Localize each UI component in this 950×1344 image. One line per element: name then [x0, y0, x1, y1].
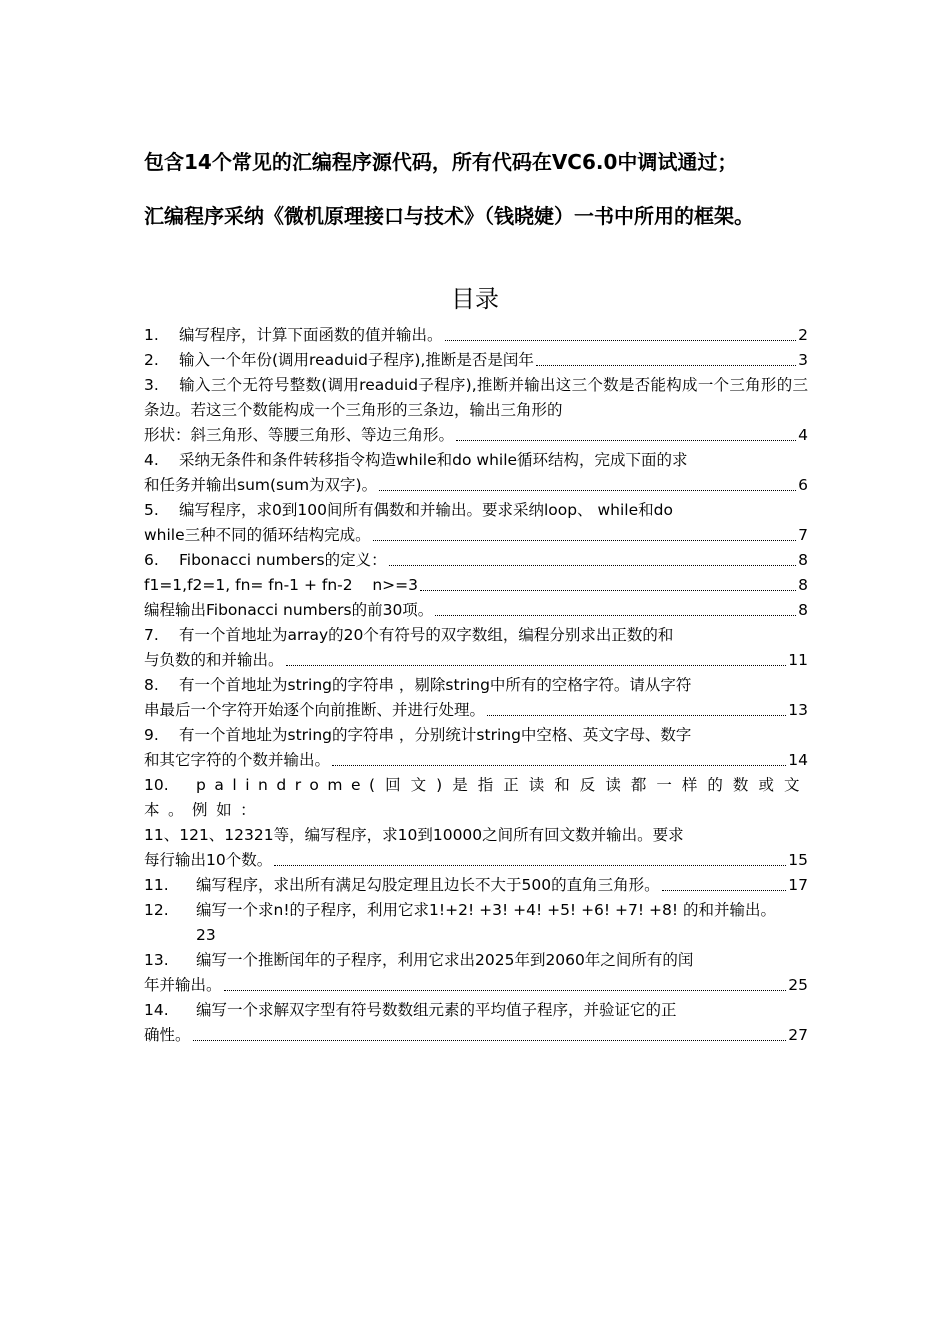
toc-entry-3[interactable]: [144, 373, 808, 423]
toc-entry-13-last-line[interactable]: [144, 973, 808, 998]
toc-entry-number: 4.: [144, 451, 159, 469]
toc-entry-14[interactable]: [144, 998, 808, 1023]
toc-entry-text: 确性。: [144, 1026, 191, 1044]
toc-entry-text: 和其它字符的个数并输出。: [144, 751, 331, 769]
toc-entry-8-last-line[interactable]: [144, 698, 808, 723]
toc-page-number: 4: [798, 426, 808, 444]
toc-entry-5[interactable]: [144, 498, 808, 523]
table-of-contents: [144, 323, 808, 1048]
toc-entry-6[interactable]: [144, 548, 808, 573]
dot-leader: [274, 865, 786, 866]
dot-leader: [193, 1040, 787, 1041]
toc-entry-number: 11.: [144, 876, 169, 894]
toc-entry-number: 5.: [144, 501, 159, 519]
toc-entry-6-formula[interactable]: [144, 573, 808, 598]
toc-entry-text: 形状：斜三角形、等腰三角形、等边三角形。: [144, 426, 455, 444]
toc-entry-13[interactable]: [144, 948, 808, 973]
toc-entry-14-last-line[interactable]: [144, 1023, 808, 1048]
dot-leader: [286, 665, 787, 666]
toc-entry-text: 有一个首地址为string的字符串 ，分别统计string中空格、英文字母、数字: [179, 726, 692, 744]
intro-line-1: 包含14个常见的汇编程序源代码，所有代码在VC6.0中调试通过；: [144, 150, 738, 174]
toc-entry-text: 编写一个推断闰年的子程序，利用它求出2025年到2060年之间所有的闰: [196, 951, 694, 969]
toc-page-number: 15: [788, 851, 808, 869]
toc-entry-number: 1.: [144, 326, 159, 344]
toc-page-number: 8: [798, 551, 808, 569]
toc-page-number: 17: [788, 876, 808, 894]
toc-page-number: 2: [798, 326, 808, 344]
toc-entry-number: 10.: [144, 776, 169, 794]
toc-entry-text: 年并输出。: [144, 976, 222, 994]
toc-entry-text: 和任务并输出sum(sum为双字)。: [144, 476, 378, 494]
dot-leader: [224, 990, 787, 991]
dot-leader: [389, 565, 797, 566]
toc-entry-10-line-2[interactable]: [144, 823, 808, 848]
toc-entry-text: Fibonacci numbers的定义：: [179, 551, 387, 569]
toc-entry-3-last-line[interactable]: [144, 423, 808, 448]
toc-entry-6-task[interactable]: [144, 598, 808, 623]
toc-page-number: 23: [196, 926, 216, 944]
toc-entry-text: 采纳无条件和条件转移指令构造while和do while循环结构，完成下面的求: [179, 451, 688, 469]
toc-entry-11[interactable]: [144, 873, 808, 898]
toc-entry-text: while三种不同的循环结构完成。: [144, 526, 371, 544]
dot-leader: [487, 715, 786, 716]
toc-entry-8[interactable]: [144, 673, 808, 698]
toc-entry-number: 14.: [144, 1001, 169, 1019]
toc-entry-text: 每行输出10个数。: [144, 851, 273, 869]
toc-entry-text: 编写一个求n!的子程序，利用它求1!+2! +3! +4! +5! +6! +7! +8! 的和并输出。: [196, 901, 777, 919]
toc-entry-10-last-line[interactable]: [144, 848, 808, 873]
dot-leader: [435, 615, 796, 616]
toc-page-number: 7: [798, 526, 808, 544]
toc-entry-number: 8.: [144, 676, 159, 694]
toc-entry-number: 13.: [144, 951, 169, 969]
toc-page-number: 3: [798, 351, 808, 369]
toc-entry-text: 编写程序，计算下面函数的值并输出。: [179, 326, 443, 344]
dot-leader: [536, 365, 796, 366]
dot-leader: [373, 540, 796, 541]
toc-entry-text: 11、121、12321等，编写程序，求10到10000之间所有回文数并输出。要求: [144, 826, 684, 844]
toc-entry-number: 12.: [144, 901, 169, 919]
toc-entry-text: 与负数的和并输出。: [144, 651, 284, 669]
toc-entry-12-page-line[interactable]: [144, 923, 808, 948]
toc-entry-10[interactable]: [144, 773, 808, 823]
toc-title: 目录: [451, 285, 499, 313]
toc-entry-number: 2.: [144, 351, 159, 369]
toc-page-number: 11: [788, 651, 808, 669]
dot-leader: [456, 440, 796, 441]
toc-entry-9[interactable]: [144, 723, 808, 748]
toc-entry-text: 编写程序，求0到100间所有偶数和并输出。要求采纳loop、 while和do: [179, 501, 673, 519]
toc-entry-number: 7.: [144, 626, 159, 644]
toc-entry-number: 6.: [144, 551, 159, 569]
toc-entry-number: 9.: [144, 726, 159, 744]
toc-page-number: 8: [798, 601, 808, 619]
toc-entry-text: 编写一个求解双字型有符号数数组元素的平均值子程序，并验证它的正: [196, 1001, 677, 1019]
toc-entry-text: 有一个首地址为string的字符串 ，剔除string中所有的空格字符。请从字符: [179, 676, 692, 694]
toc-entry-text: 编写程序，求出所有满足勾股定理且边长不大于500的直角三角形。: [196, 876, 660, 894]
dot-leader: [662, 890, 787, 891]
toc-entry-text: 输入三个无符号整数(调用readuid子程序),推断并输出这三个数是否能构成一个三角形的三条边。若这三个数能构成一个三角形的三条边，输出三角形的: [144, 376, 808, 419]
toc-page-number: 14: [788, 751, 808, 769]
toc-page-number: 27: [788, 1026, 808, 1044]
toc-page-number: 25: [788, 976, 808, 994]
toc-page-number: 8: [798, 576, 808, 594]
dot-leader: [332, 765, 786, 766]
toc-page-number: 13: [788, 701, 808, 719]
toc-entry-text: 输入一个年份(调用readuid子程序),推断是否是闰年: [179, 351, 534, 369]
dot-leader: [379, 490, 796, 491]
toc-entry-5-last-line[interactable]: [144, 523, 808, 548]
toc-entry-7[interactable]: [144, 623, 808, 648]
toc-entry-2[interactable]: [144, 348, 808, 373]
toc-page-number: 6: [798, 476, 808, 494]
toc-entry-12[interactable]: [144, 898, 808, 923]
toc-entry-text: 有一个首地址为array的20个有符号的双字数组，编程分别求出正数的和: [179, 626, 674, 644]
toc-entry-4[interactable]: [144, 448, 808, 473]
intro-line-2: 汇编程序采纳《微机原理接口与技术》（钱晓婕）一书中所用的框架。: [144, 204, 754, 228]
toc-entry-text: 串最后一个字符开始逐个向前推断、并进行处理。: [144, 701, 486, 719]
toc-entry-4-last-line[interactable]: [144, 473, 808, 498]
toc-entry-text: f1=1,f2=1, fn= fn-1 + fn-2 n>=3: [144, 576, 418, 594]
toc-entry-7-last-line[interactable]: [144, 648, 808, 673]
toc-entry-text: 编程输出Fibonacci numbers的前30项。: [144, 601, 434, 619]
toc-entry-1[interactable]: [144, 323, 808, 348]
toc-entry-9-last-line[interactable]: [144, 748, 808, 773]
toc-entry-text: palindrome(回文)是指正读和反读都一样的数或文本。例如：: [144, 776, 808, 819]
toc-entry-number: 3.: [144, 376, 159, 394]
dot-leader: [420, 590, 796, 591]
dot-leader: [445, 340, 797, 341]
